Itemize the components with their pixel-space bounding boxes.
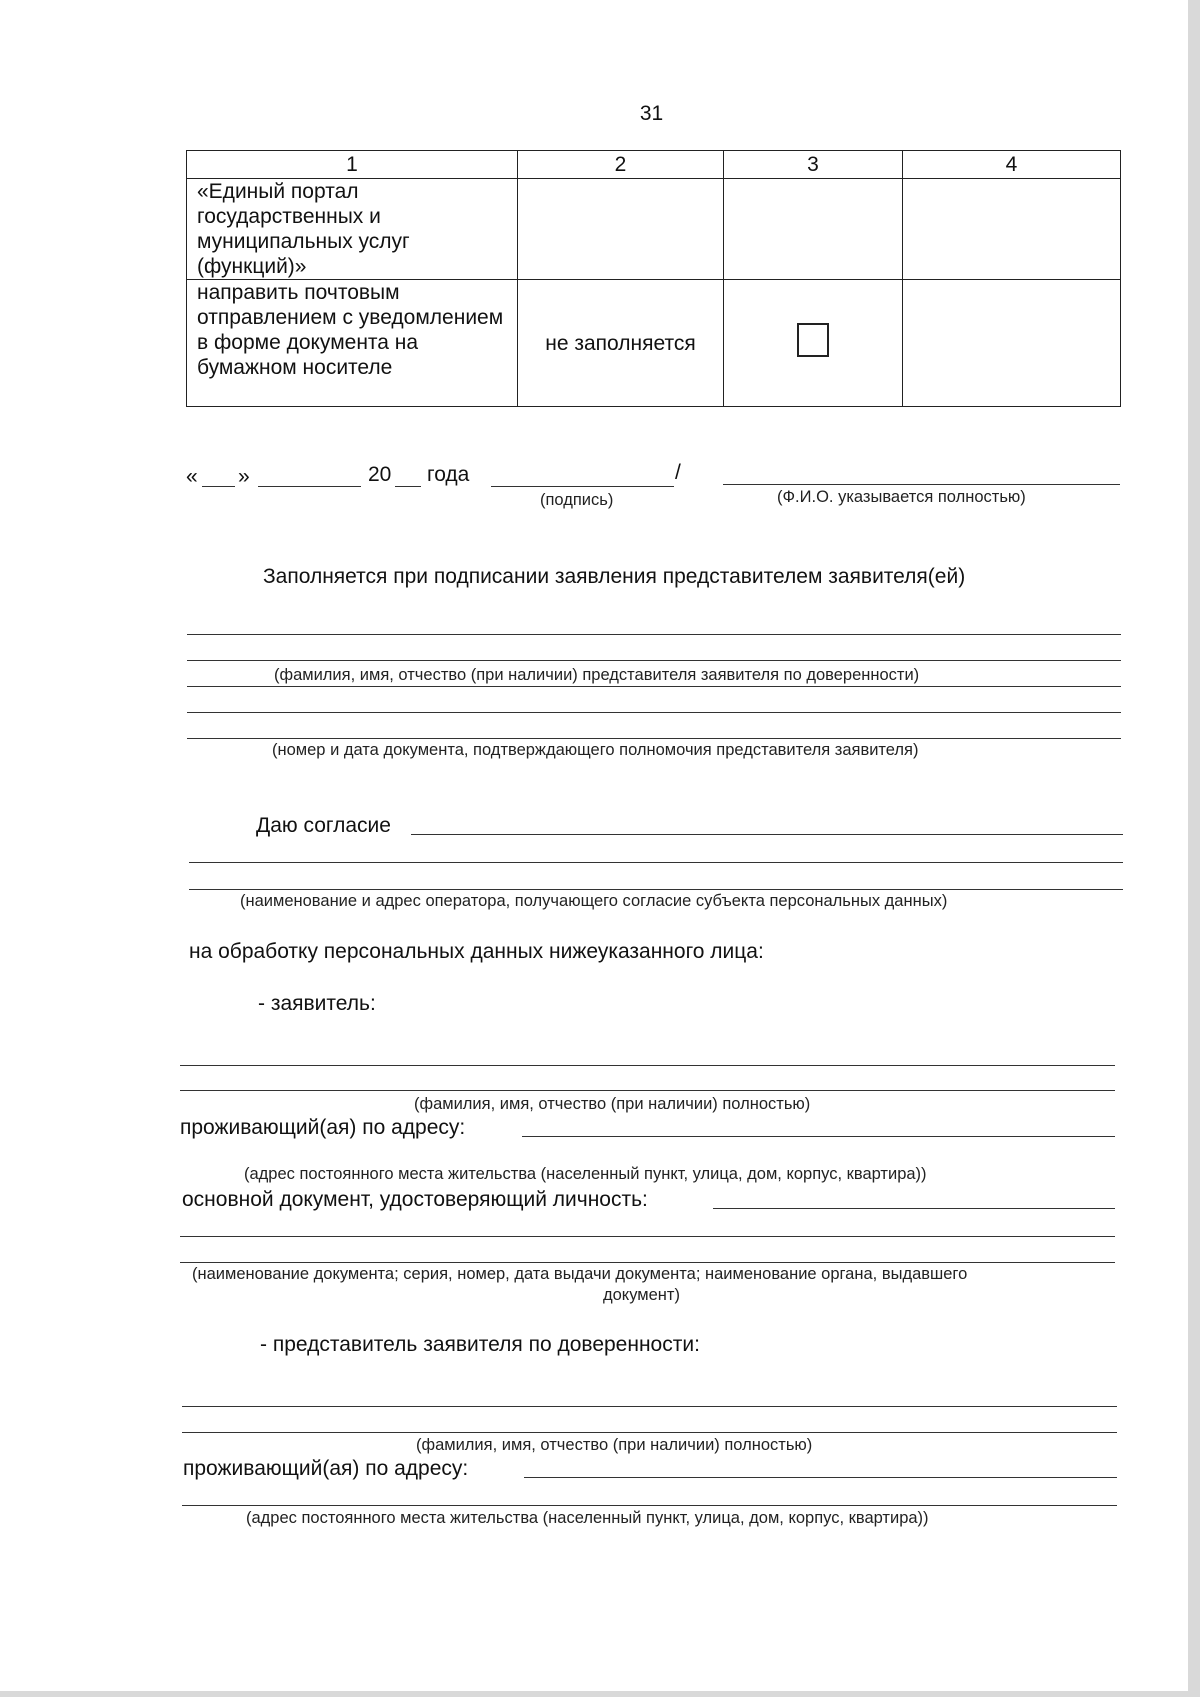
representative-address-label: проживающий(ая) по адресу: — [183, 1457, 469, 1480]
table-header-cell: 2 — [518, 151, 724, 179]
table-cell-empty — [903, 280, 1121, 407]
postal-checkbox[interactable] — [797, 323, 829, 357]
operator-field[interactable] — [189, 862, 1123, 863]
date-open-quote: « — [186, 465, 198, 488]
rep-fio-caption: (фамилия, имя, отчество (при наличии) представителя заявителя по доверенности) — [274, 666, 920, 684]
representative-address-caption: (адрес постоянного места жительства (населенный пункт, улица, дом, корпус, квартира)) — [246, 1509, 929, 1527]
rep-fio-field[interactable] — [187, 660, 1121, 661]
operator-field[interactable] — [411, 834, 1123, 835]
representative-fio-field[interactable] — [182, 1432, 1117, 1433]
table-cell-postal: направить почтовым отправлением с уведомлением в форме документа на бумажном носителе — [187, 280, 518, 407]
table-row — [187, 280, 1121, 407]
fio-caption: (Ф.И.О. указывается полностью) — [777, 488, 1026, 506]
applicant-fio-caption: (фамилия, имя, отчество (при наличии) полностью) — [414, 1095, 811, 1113]
representative-address-field[interactable] — [182, 1505, 1117, 1506]
applicant-id-field[interactable] — [180, 1262, 1115, 1263]
table-header-cell: 4 — [903, 151, 1121, 179]
table-row — [187, 179, 1121, 280]
slash: / — [675, 461, 681, 484]
table-cell-empty — [518, 179, 724, 280]
rep-doc-field[interactable] — [187, 738, 1121, 739]
page-number: 31 — [639, 102, 664, 125]
table-cell-not-filled: не заполняется — [518, 280, 724, 407]
table-header-row — [187, 151, 1121, 179]
applicant-fio-field[interactable] — [180, 1065, 1115, 1066]
applicant-label: - заявитель: — [258, 992, 376, 1015]
operator-caption: (наименование и адрес оператора, получающего согласие субъекта персональных данных) — [240, 892, 948, 910]
signature-caption: (подпись) — [540, 491, 614, 509]
month-field[interactable] — [258, 486, 361, 487]
year-suffix: года — [427, 463, 470, 486]
year-field[interactable] — [395, 486, 421, 487]
processing-text: на обработку персональных данных нижеуказанного лица: — [189, 940, 764, 963]
applicant-address-label: проживающий(ая) по адресу: — [180, 1116, 466, 1139]
operator-field[interactable] — [189, 889, 1123, 890]
representative-address-field[interactable] — [524, 1477, 1117, 1478]
table-header-cell: 3 — [724, 151, 903, 179]
signature-field[interactable] — [491, 486, 674, 487]
rep-fio-field[interactable] — [187, 634, 1121, 635]
table-header-cell: 1 — [187, 151, 518, 179]
rep-doc-caption: (номер и дата документа, подтверждающего полномочия представителя заявителя) — [272, 741, 919, 759]
applicant-id-field[interactable] — [713, 1208, 1115, 1209]
table-cell-empty — [724, 179, 903, 280]
representative-label: - представитель заявителя по доверенности: — [260, 1333, 700, 1356]
applicant-id-field[interactable] — [180, 1236, 1115, 1237]
representative-fio-field[interactable] — [182, 1406, 1117, 1407]
date-close-quote: » — [238, 465, 250, 488]
rep-fio-field[interactable] — [187, 686, 1121, 687]
fio-field[interactable] — [723, 484, 1120, 485]
table-cell-checkbox — [724, 280, 903, 407]
applicant-address-caption: (адрес постоянного места жительства (населенный пункт, улица, дом, корпус, квартира)) — [244, 1165, 927, 1183]
rep-doc-field[interactable] — [187, 712, 1121, 713]
applicant-fio-field[interactable] — [180, 1090, 1115, 1091]
representative-fio-caption: (фамилия, имя, отчество (при наличии) полностью) — [416, 1436, 813, 1454]
applicant-id-label: основной документ, удостоверяющий личность: — [182, 1188, 648, 1211]
table-cell-empty — [903, 179, 1121, 280]
representative-heading: Заполняется при подписании заявления представителем заявителя(ей) — [263, 565, 966, 588]
consent-label: Даю согласие — [256, 814, 391, 837]
delivery-method-table — [186, 150, 1121, 407]
day-field[interactable] — [202, 486, 235, 487]
applicant-id-caption: (наименование документа; серия, номер, дата выдачи документа; наименование органа, выдавшего — [192, 1265, 968, 1283]
table-cell-portal: «Единый портал государственных и муниципальных услуг (функций)» — [187, 179, 518, 280]
applicant-id-caption-line2: документ) — [603, 1286, 680, 1304]
applicant-address-field[interactable] — [522, 1136, 1115, 1137]
year-prefix: 20 — [368, 463, 392, 486]
